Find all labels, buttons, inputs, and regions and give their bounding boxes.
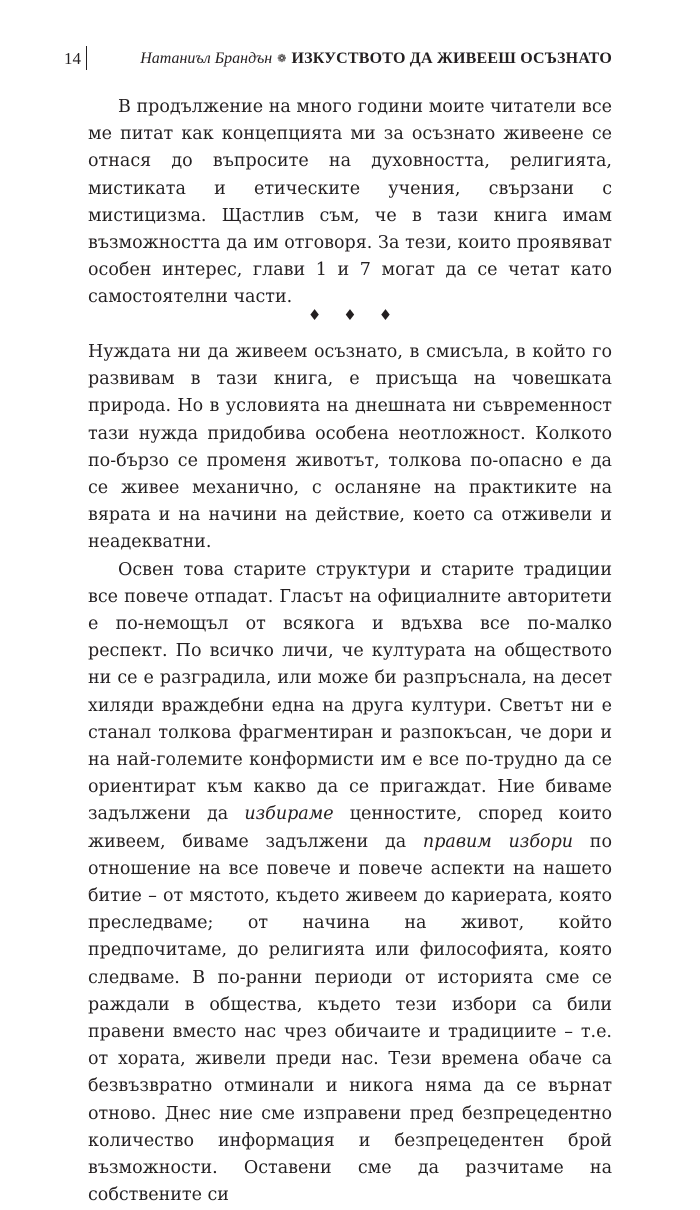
emphasis-text: избираме bbox=[244, 804, 334, 825]
paragraph: В продължение на много години моите читатели все ме питат как концепцията ми за осъзнато живеене се отнася до въпросите на духовността, религията, мистиката и етическите учения, свързани с мистицизма. Щастлив съм, че в тази книга имам възможността да им отговоря. За тези, които проявяват особен интерес, глави 1 и 7 могат да се четат като самостоятелни части. bbox=[88, 97, 612, 308]
paragraph-text: Освен това старите структури и старите традиции все повече отпадат. Гласът на официалните авторитети е по-немощъл от всякога и вдъхва все по-малко респект. По всичко личи, че културата на обществото ни се е разградила, или може би разпръснала, на десет хиляди враждебни една на друга култури. Светът ни е станал толкова фрагментиран и разпокъсан, че дори и на най-големите конформисти им е все по-трудно да се ориентират към какво да се пригаждат. Ние биваме задължени да bbox=[88, 559, 612, 825]
running-head-book-title: ИЗКУСТВОТО ДА ЖИВЕЕШ ОСЪЗНАТО bbox=[291, 50, 612, 67]
text-block-intro bbox=[88, 94, 612, 312]
page-number-divider bbox=[86, 46, 87, 70]
running-header bbox=[64, 48, 612, 70]
text-block-main bbox=[88, 339, 612, 1210]
section-break-diamonds-icon: ♦♦♦ bbox=[307, 306, 415, 324]
running-head bbox=[140, 48, 612, 71]
running-head-author: Натаниъл Брандън bbox=[140, 50, 273, 67]
paragraph-text: по отношение на все повече и повече аспекти на нашето битие – от мястото, където живеем до кариерата, която преследваме; от начина на живот, който предпочитаме, до религията или философията, която следваме. В по-ранни периоди от историята сме се раждали в общества, където тези избори са били правени вместо нас чрез обичаите и традициите – т.е. от хората, живели преди нас. Тези времена обаче са безвъзвратно отминали и никога няма да се върнат отново. Днес ние сме изправени пред безпрецедентно количество информация и безпрецедентен брой възможности. Оставени сме да разчитаме на собствените си bbox=[88, 831, 612, 1206]
paragraph-text: ценностите, според които живеем, биваме задължени да bbox=[88, 804, 612, 852]
emphasis-text: правим избори bbox=[422, 831, 574, 852]
paragraph bbox=[88, 557, 612, 1210]
page-number: 14 bbox=[64, 49, 81, 68]
flower-ornament-icon: ❁ bbox=[277, 53, 287, 65]
paragraph: Нуждата ни да живеем осъзнато, в смисъла, в който го развивам в тази книга, е присъща на човешката природа. Но в условията на днешната ни съвременност тази нужда придобива особена неотложност. Колкото по-бързо се променя животът, толкова по-опасно е да се живее механично, с осланяне на практиките на вярата и на начини на действие, което са отживели и неадекватни. bbox=[88, 342, 612, 553]
